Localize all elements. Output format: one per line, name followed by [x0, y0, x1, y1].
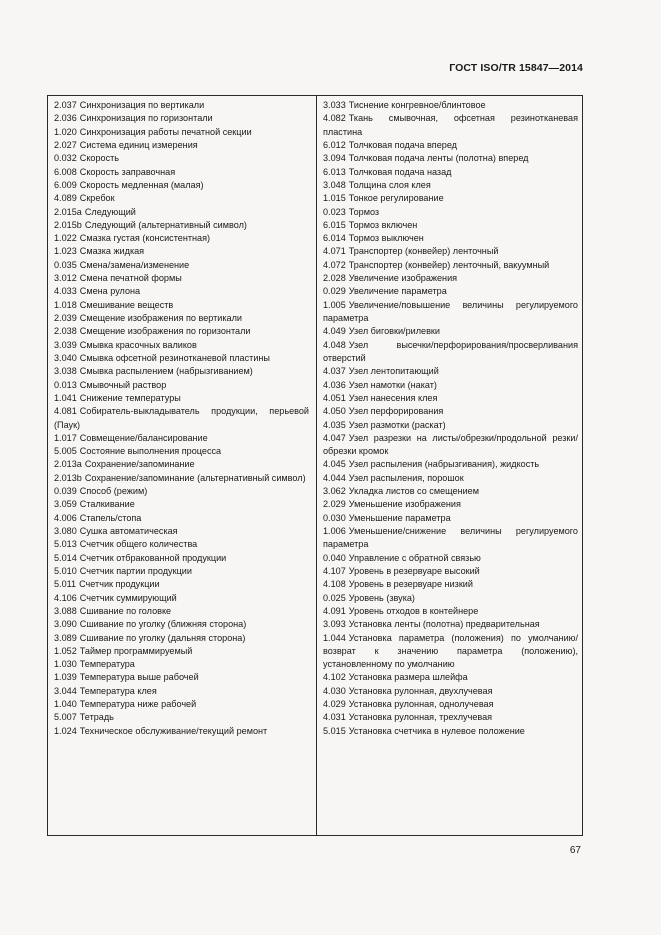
index-entry: [323, 711, 578, 724]
entry-text: Сохранение/запоминание (альтернативный символ): [84, 472, 306, 483]
entry-code: 2.013b: [54, 472, 82, 483]
entry-code: 3.080: [54, 526, 77, 536]
entry-code: 6.008: [54, 166, 77, 177]
document-header: ГОСТ ISO/TR 15847—2014: [449, 62, 583, 74]
entry-code: 1.024: [54, 725, 77, 736]
index-entry: [323, 552, 578, 565]
entry-text: Смещение изображения по горизонтали: [79, 326, 251, 337]
entry-text: Скребок: [79, 193, 115, 204]
index-entry: [323, 605, 578, 618]
index-entry: [54, 445, 309, 458]
entry-code: 3.089: [54, 632, 77, 643]
entry-text: Уровень (звука): [348, 592, 415, 603]
index-entry: [54, 272, 309, 285]
entry-text: Уровень отходов в контейнере: [348, 605, 479, 616]
entry-code: 0.025: [323, 592, 346, 603]
entry-code: 4.107: [323, 565, 346, 576]
entry-code: 3.094: [323, 153, 346, 164]
index-entry: [54, 552, 309, 565]
index-entry: [54, 671, 309, 684]
entry-code: 3.062: [323, 486, 346, 497]
entry-code: 6.014: [323, 233, 346, 244]
index-entry: [323, 618, 578, 631]
entry-code: 3.033: [323, 100, 346, 110]
entry-text: Транспортер (конвейер) ленточный: [348, 246, 499, 257]
entry-code: 4.051: [323, 392, 346, 403]
right-column: [323, 99, 578, 738]
entry-text: Смазка жидкая: [79, 246, 145, 257]
index-entry: [54, 658, 309, 671]
entry-text: Узел перфорирования: [348, 406, 444, 417]
entry-code: 2.038: [54, 326, 77, 337]
index-entry: [323, 592, 578, 605]
entry-text: Смена печатной формы: [79, 273, 182, 284]
entry-code: 0.032: [54, 153, 77, 164]
entry-code: 4.029: [323, 699, 346, 710]
entry-text: Счетчик партии продукции: [79, 565, 192, 576]
index-entry: [54, 645, 309, 658]
entry-text: Смена/замена/изменение: [79, 259, 190, 270]
entry-code: 0.035: [54, 259, 77, 270]
entry-text: Укладка листов со смещением: [348, 486, 479, 497]
entry-text: Установка размера шлейфа: [348, 672, 468, 683]
index-entry: [54, 352, 309, 365]
entry-text: Техническое обслуживание/текущий ремонт: [79, 725, 268, 736]
index-entry: [54, 605, 309, 618]
entry-text: Толчковая подача вперед: [348, 139, 457, 150]
entry-text: Уровень в резервуаре высокий: [348, 565, 480, 576]
entry-text: Смывка распылением (набрызгиванием): [79, 366, 253, 377]
entry-code: 3.012: [54, 273, 77, 284]
index-entry: [54, 485, 309, 498]
index-entry: [323, 578, 578, 591]
index-entry: [54, 259, 309, 272]
entry-code: 4.071: [323, 246, 346, 257]
entry-code: 1.017: [54, 432, 77, 443]
entry-text: Уменьшение параметра: [348, 512, 451, 523]
entry-text: Счетчик общего количества: [79, 539, 198, 550]
index-entry: [54, 538, 309, 551]
index-entry: [323, 458, 578, 471]
entry-text: Установка рулонная, однолучевая: [348, 699, 494, 710]
index-entry: [323, 166, 578, 179]
entry-code: 1.041: [54, 392, 77, 403]
entry-text: Тонкое регулирование: [348, 193, 444, 204]
entry-code: 4.036: [323, 379, 346, 390]
index-entry: [54, 339, 309, 352]
entry-code: 4.050: [323, 406, 346, 417]
index-entry: [323, 565, 578, 578]
entry-text: Система единиц измерения: [79, 139, 198, 150]
entry-text: Счетчик продукции: [79, 579, 160, 590]
index-entry: [54, 299, 309, 312]
entry-text: Узел размотки (раскат): [348, 419, 446, 430]
entry-code: 1.052: [54, 645, 77, 656]
entry-code: 6.009: [54, 179, 77, 190]
entry-code: 3.088: [54, 605, 77, 616]
entry-code: 2.028: [323, 273, 346, 284]
entry-code: 2.013a: [54, 459, 82, 470]
entry-code: 4.031: [323, 712, 346, 723]
index-entry: [54, 312, 309, 325]
entry-text: Счетчик суммирующий: [79, 592, 177, 603]
index-entry: [54, 139, 309, 152]
index-entry: [54, 725, 309, 738]
entry-code: 1.030: [54, 659, 77, 670]
index-entry: [54, 192, 309, 205]
entry-text: Собиратель-выкладыватель продукции, перьевой (Паук): [54, 406, 309, 430]
entry-code: 5.014: [54, 552, 77, 563]
entry-code: 4.102: [323, 672, 346, 683]
entry-code: 2.015b: [54, 219, 82, 230]
entry-text: Смена рулона: [79, 286, 141, 297]
index-entry: [323, 99, 578, 112]
entry-text: Температура выше рабочей: [79, 672, 199, 683]
index-entry: [323, 419, 578, 432]
entry-text: Смазка густая (консистентная): [79, 233, 211, 244]
entry-text: Узел распыления, порошок: [348, 472, 464, 483]
index-entry: [54, 632, 309, 645]
index-entry: [323, 139, 578, 152]
entry-code: 4.049: [323, 326, 346, 337]
column-divider: [316, 96, 317, 835]
entry-text: Скорость заправочная: [79, 166, 176, 177]
entry-text: Смывка красочных валиков: [79, 339, 197, 350]
entry-text: Установка рулонная, трехлучевая: [348, 712, 493, 723]
entry-code: 6.015: [323, 219, 346, 230]
index-entry: [323, 472, 578, 485]
index-entry: [323, 525, 578, 552]
entry-text: Установка рулонная, двухлучевая: [348, 685, 493, 696]
entry-code: 1.040: [54, 699, 77, 710]
entry-code: 0.040: [323, 552, 346, 563]
entry-text: Смывочный раствор: [79, 379, 167, 390]
index-entry: [323, 219, 578, 232]
entry-code: 2.029: [323, 499, 346, 510]
entry-text: Синхронизация работы печатной секции: [79, 126, 252, 137]
entry-text: Увеличение/повышение величины регулируемого параметра: [323, 299, 578, 323]
entry-code: 5.007: [54, 712, 77, 723]
index-entry: [54, 711, 309, 724]
index-entry: [323, 685, 578, 698]
entry-code: 1.039: [54, 672, 77, 683]
entry-text: Способ (режим): [79, 486, 148, 497]
entry-code: 4.035: [323, 419, 346, 430]
entry-code: 1.022: [54, 233, 77, 244]
entry-code: 2.027: [54, 139, 77, 150]
entry-text: Тормоз: [348, 206, 380, 217]
entry-text: Узел лентопитающий: [348, 366, 439, 377]
index-entry: [54, 179, 309, 192]
entry-text: Узел биговки/рилевки: [348, 326, 440, 337]
entry-code: 3.048: [323, 179, 346, 190]
index-entry: [54, 578, 309, 591]
entry-text: Сохранение/запоминание: [84, 459, 195, 470]
index-entry: [54, 99, 309, 112]
entry-code: 4.089: [54, 193, 77, 204]
entry-text: Узел высечки/перфорирования/просверливания отверстий: [323, 339, 578, 363]
entry-code: 0.013: [54, 379, 77, 390]
index-entry: [54, 458, 309, 471]
index-entry: [323, 285, 578, 298]
entry-code: 1.044: [323, 632, 346, 643]
entry-text: Увеличение изображения: [348, 273, 458, 284]
entry-code: 4.006: [54, 512, 77, 523]
entry-code: 4.072: [323, 259, 346, 270]
entry-code: 3.038: [54, 366, 77, 377]
index-entry: [54, 245, 309, 258]
index-entry: [323, 179, 578, 192]
entry-code: 5.005: [54, 446, 77, 457]
index-entry: [54, 525, 309, 538]
index-entry: [54, 498, 309, 511]
index-entry: [54, 206, 309, 219]
index-entry: [323, 192, 578, 205]
entry-code: 5.015: [323, 725, 346, 736]
entry-code: 4.045: [323, 459, 346, 470]
entry-code: 6.013: [323, 166, 346, 177]
entry-text: Температура клея: [79, 685, 157, 696]
entry-code: 4.048: [323, 339, 346, 350]
index-entry: [54, 126, 309, 139]
index-entry: [54, 379, 309, 392]
entry-text: Установка ленты (полотна) предварительная: [348, 619, 540, 630]
entry-code: 0.039: [54, 486, 77, 497]
entry-code: 6.012: [323, 139, 346, 150]
entry-code: 0.023: [323, 206, 346, 217]
entry-code: 4.030: [323, 685, 346, 696]
entry-text: Сшивание по головке: [79, 605, 172, 616]
entry-text: Толчковая подача ленты (полотна) вперед: [348, 153, 529, 164]
entry-text: Сталкивание: [79, 499, 135, 510]
index-entry: [54, 472, 309, 485]
entry-code: 4.044: [323, 472, 346, 483]
entry-text: Температура: [79, 659, 135, 670]
index-entry: [54, 685, 309, 698]
index-entry: [323, 485, 578, 498]
index-entry: [54, 592, 309, 605]
index-entry: [323, 365, 578, 378]
index-entry: [323, 339, 578, 366]
entry-text: Состояние выполнения процесса: [79, 446, 222, 457]
entry-code: 5.013: [54, 539, 77, 550]
index-entry: [54, 405, 309, 432]
entry-text: Таймер программируемый: [79, 645, 193, 656]
index-entry: [54, 618, 309, 631]
index-entry: [54, 152, 309, 165]
entry-text: Снижение температуры: [79, 392, 181, 403]
entry-code: 1.020: [54, 126, 77, 137]
entry-code: 5.011: [54, 579, 77, 590]
entry-text: Уменьшение изображения: [348, 499, 461, 510]
entry-text: Смещение изображения по вертикали: [79, 313, 243, 323]
entry-text: Температура ниже рабочей: [79, 699, 197, 710]
entry-text: Толщина слоя клея: [348, 179, 431, 190]
entry-code: 3.039: [54, 339, 77, 350]
index-entry: [54, 219, 309, 232]
entry-code: 3.044: [54, 685, 77, 696]
index-entry: [323, 245, 578, 258]
entry-code: 0.029: [323, 286, 346, 297]
index-entry: [323, 432, 578, 459]
index-entry: [54, 285, 309, 298]
index-entry: [54, 112, 309, 125]
entry-text: Сшивание по уголку (ближняя сторона): [79, 619, 247, 630]
left-column: [54, 99, 309, 738]
entry-code: 2.015a: [54, 206, 82, 217]
entry-text: Уменьшение/снижение величины регулируемого параметра: [323, 526, 578, 550]
entry-code: 1.015: [323, 193, 346, 204]
entry-text: Ткань смывочная, офсетная резинотканевая пластина: [323, 113, 578, 137]
index-entry: [323, 206, 578, 219]
entry-text: Тормоз включен: [348, 219, 418, 230]
index-entry: [54, 232, 309, 245]
entry-code: 1.005: [323, 299, 346, 310]
entry-text: Скорость: [79, 153, 120, 164]
entry-code: 5.010: [54, 565, 77, 576]
index-entry: [323, 379, 578, 392]
index-entry: [323, 405, 578, 418]
entry-text: Установка счетчика в нулевое положение: [348, 725, 525, 736]
entry-text: Синхронизация по горизонтали: [79, 113, 213, 124]
entry-text: Узел разрезки на листы/обрезки/продольной резки/обрезки кромок: [323, 432, 578, 457]
entry-text: Следующий: [84, 206, 136, 217]
entry-code: 4.047: [323, 432, 346, 443]
index-entry: [323, 698, 578, 711]
entry-code: 3.093: [323, 619, 346, 630]
entry-text: Увеличение параметра: [348, 286, 447, 297]
index-entry: [54, 392, 309, 405]
entry-text: Тетрадь: [79, 712, 114, 723]
entry-text: Синхронизация по вертикали: [79, 100, 205, 110]
entry-code: 4.081: [54, 406, 77, 417]
entry-text: Тиснение конгревное/блинтовое: [348, 100, 486, 110]
entry-text: Управление с обратной связью: [348, 552, 481, 563]
entry-code: 2.037: [54, 100, 77, 110]
entry-text: Толчковая подача назад: [348, 166, 452, 177]
index-entry: [323, 512, 578, 525]
index-table: [47, 95, 583, 836]
entry-text: Стапель/стопа: [79, 512, 142, 523]
entry-code: 3.059: [54, 499, 77, 510]
entry-text: Узел нанесения клея: [348, 392, 438, 403]
entry-text: Смешивание веществ: [79, 299, 174, 310]
index-entry: [323, 299, 578, 326]
index-entry: [54, 432, 309, 445]
entry-text: Смывка офсетной резинотканевой пластины: [79, 352, 270, 363]
index-entry: [323, 498, 578, 511]
index-entry: [54, 166, 309, 179]
index-entry: [323, 325, 578, 338]
entry-text: Транспортер (конвейер) ленточный, вакуумный: [348, 259, 550, 270]
entry-code: 1.006: [323, 526, 346, 536]
index-entry: [323, 725, 578, 738]
index-entry: [323, 272, 578, 285]
entry-code: 2.036: [54, 113, 77, 124]
index-entry: [54, 325, 309, 338]
entry-code: 4.033: [54, 286, 77, 297]
index-entry: [54, 565, 309, 578]
index-entry: [323, 232, 578, 245]
entry-text: Узел распыления (набрызгивания), жидкость: [348, 459, 540, 470]
entry-code: 4.108: [323, 579, 346, 590]
entry-code: 4.082: [323, 113, 346, 124]
entry-code: 3.040: [54, 352, 77, 363]
entry-code: 1.023: [54, 246, 77, 257]
index-entry: [54, 512, 309, 525]
entry-text: Уровень в резервуаре низкий: [348, 579, 473, 590]
entry-code: 4.037: [323, 366, 346, 377]
entry-text: Установка параметра (положения) по умолчанию/возврат к значению параметра (положению), установленному по умолчанию: [323, 632, 578, 670]
entry-code: 1.018: [54, 299, 77, 310]
entry-code: 4.091: [323, 605, 346, 616]
entry-code: 0.030: [323, 512, 346, 523]
index-entry: [323, 671, 578, 684]
index-entry: [323, 259, 578, 272]
entry-text: Скорость медленная (малая): [79, 179, 204, 190]
index-entry: [54, 365, 309, 378]
entry-text: Сушка автоматическая: [79, 526, 178, 536]
entry-text: Узел намотки (накат): [348, 379, 437, 390]
entry-text: Счетчик отбракованной продукции: [79, 552, 227, 563]
page-number: 67: [569, 845, 581, 856]
index-entry: [323, 152, 578, 165]
index-entry: [323, 112, 578, 139]
entry-code: 4.106: [54, 592, 77, 603]
index-entry: [323, 392, 578, 405]
index-entry: [323, 632, 578, 672]
entry-text: Сшивание по уголку (дальняя сторона): [79, 632, 246, 643]
index-entry: [54, 698, 309, 711]
entry-code: 3.090: [54, 619, 77, 630]
entry-text: Следующий (альтернативный символ): [84, 219, 247, 230]
entry-text: Тормоз выключен: [348, 233, 424, 244]
entry-code: 2.039: [54, 313, 77, 323]
entry-text: Совмещение/балансирование: [79, 432, 208, 443]
